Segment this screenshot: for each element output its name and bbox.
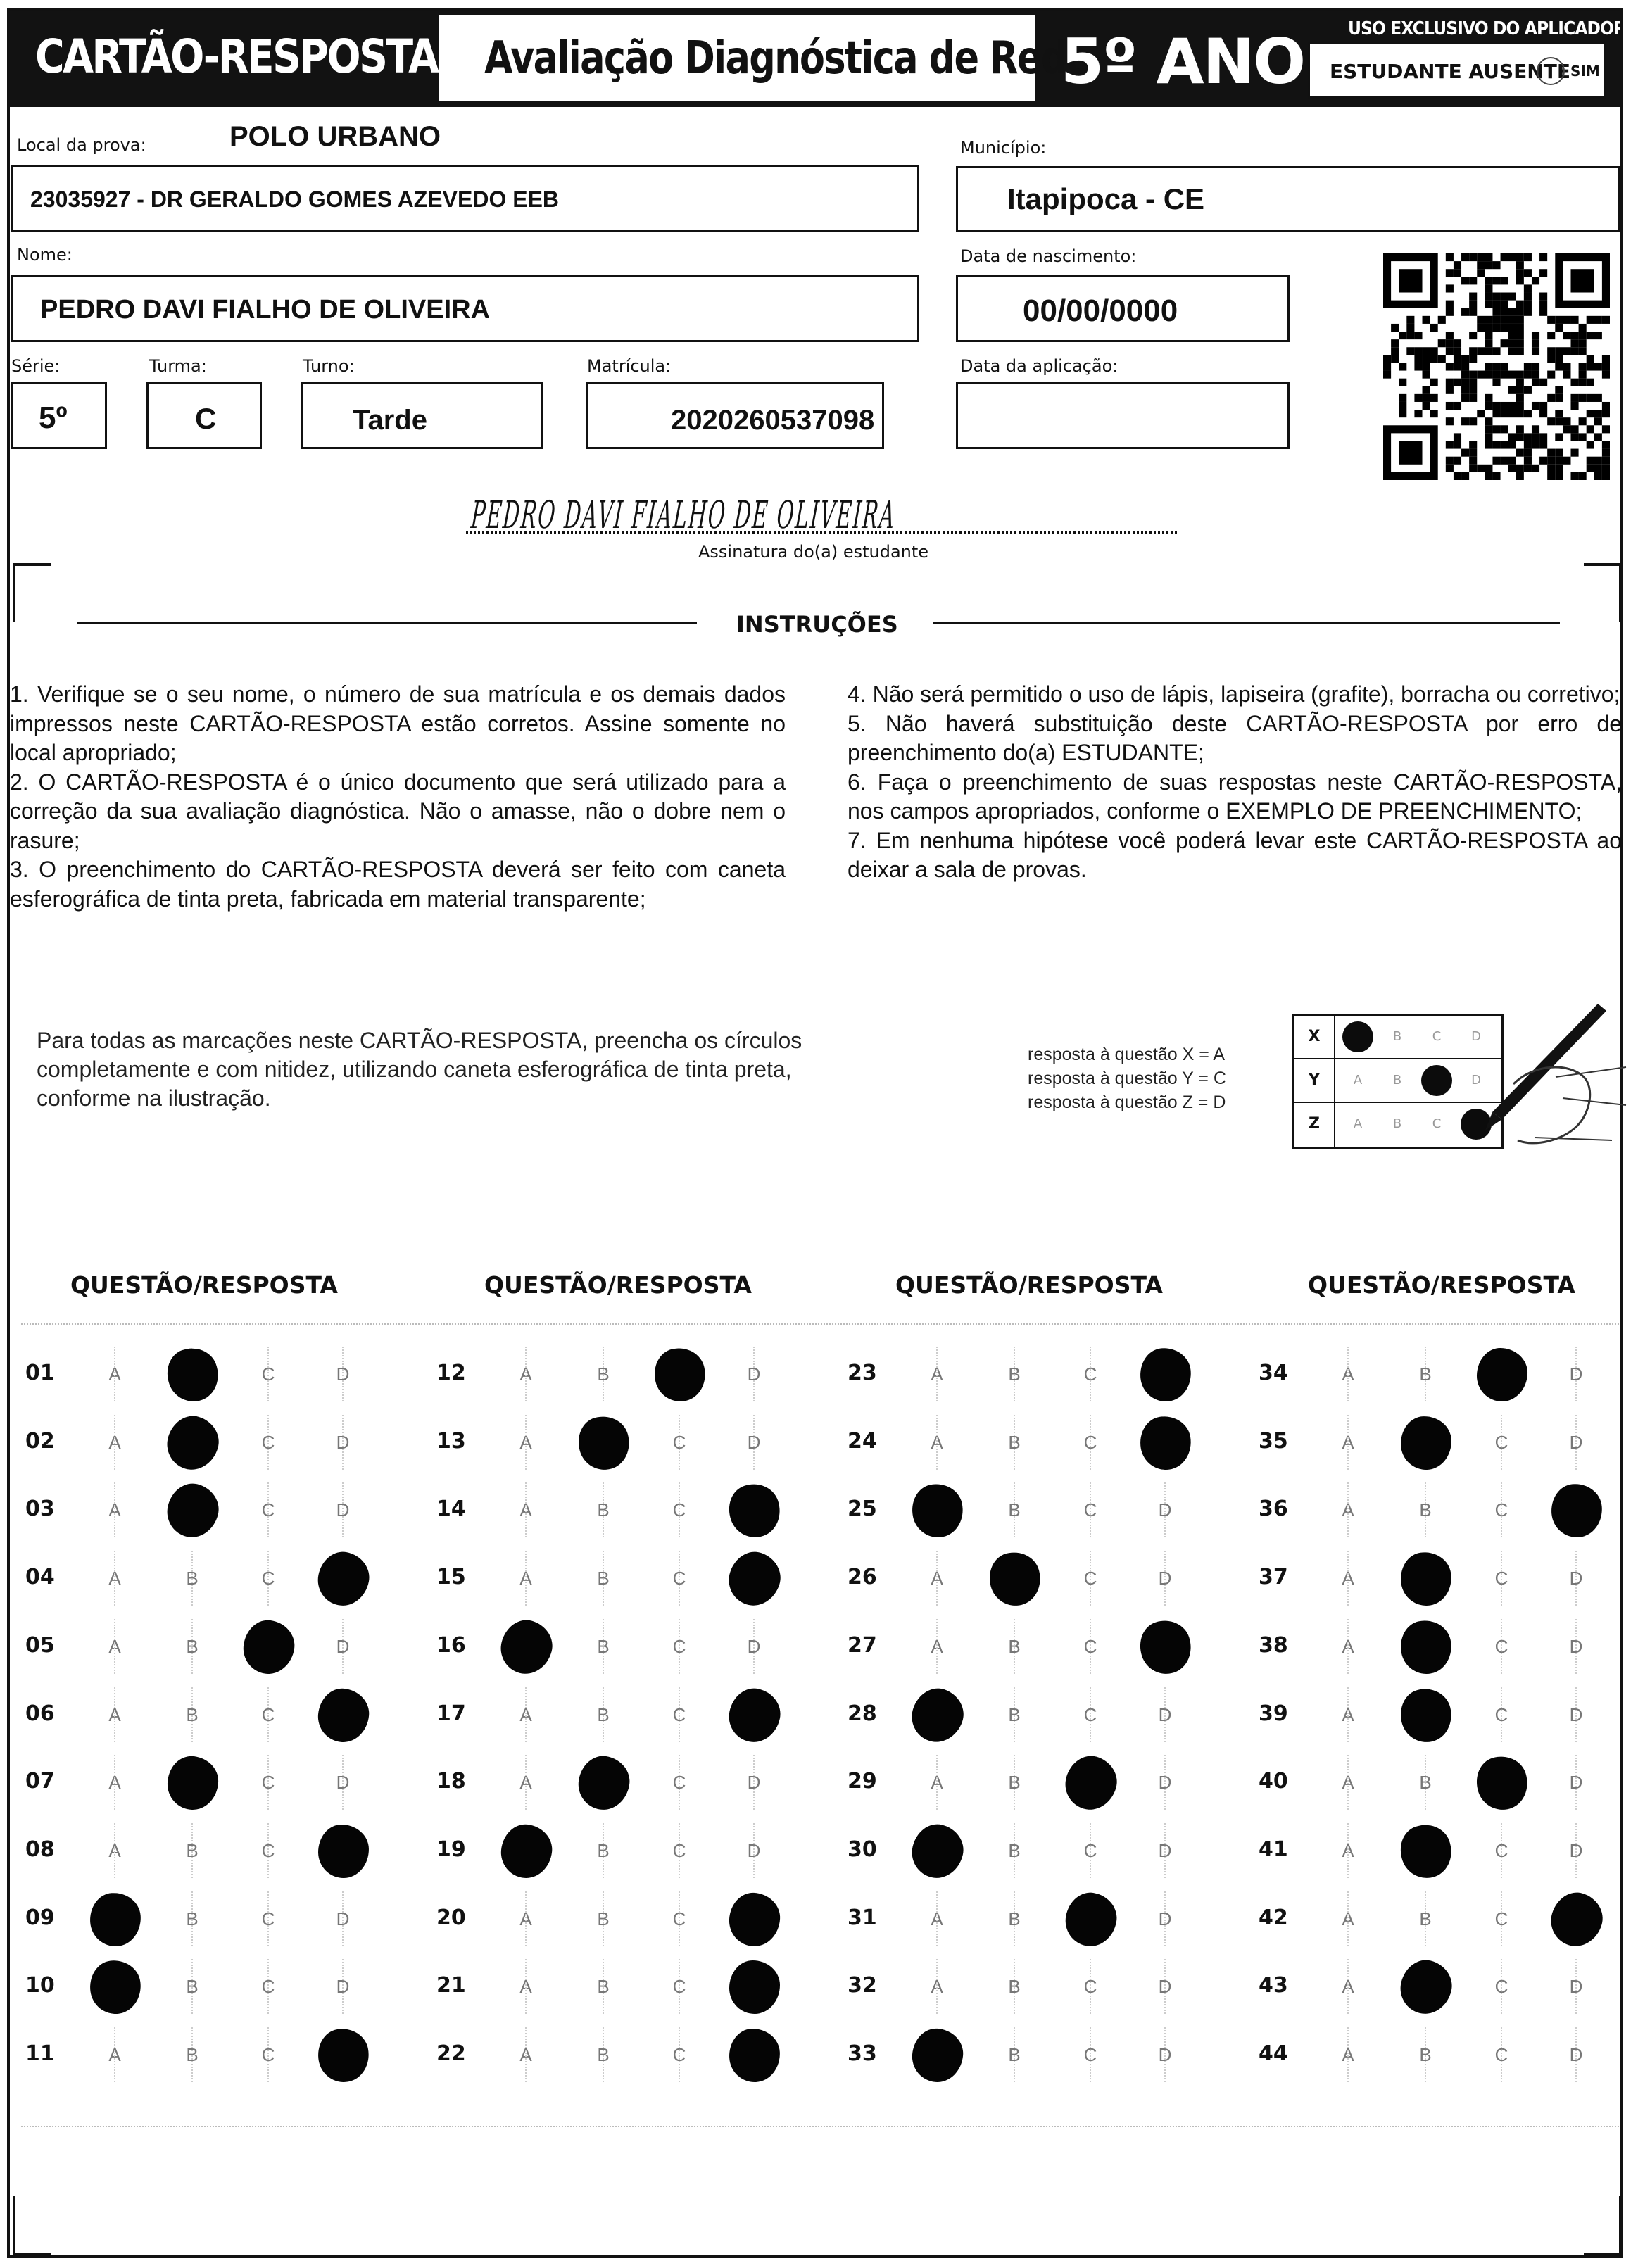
question-number: 37 xyxy=(1259,1565,1288,1590)
answer-bubble[interactable]: A xyxy=(918,1559,956,1597)
local-label: Local da prova: xyxy=(17,135,146,155)
answer-bubble[interactable]: A xyxy=(1329,1491,1367,1529)
answer-bubble[interactable]: C xyxy=(660,1696,698,1734)
answer-bubble[interactable]: C xyxy=(249,1559,287,1597)
answer-bubble[interactable]: B xyxy=(584,1900,622,1938)
answer-bubble[interactable]: C xyxy=(660,1627,698,1665)
absent-label: ESTUDANTE AUSENTE xyxy=(1330,60,1570,83)
answer-bubble[interactable]: D xyxy=(1146,1559,1184,1597)
instruction-item: 7. Em nenhuma hipótese você poderá levar este CARTÃO-RESPOSTA ao deixar a sala de provas. xyxy=(848,827,1622,882)
answer-bubble[interactable]: D xyxy=(735,1355,773,1393)
signature-line xyxy=(466,531,1177,534)
answer-bubble[interactable]: A xyxy=(507,1967,545,2005)
answer-bubble[interactable]: A xyxy=(507,1696,545,1734)
answer-bubble[interactable]: C xyxy=(249,1832,287,1870)
answer-bubble[interactable]: C xyxy=(1071,1559,1109,1597)
answers-column-title: QUESTÃO/RESPOSTA xyxy=(70,1271,338,1299)
answer-bubble[interactable]: B xyxy=(173,1559,211,1597)
fill-example-bubble: D xyxy=(1471,1029,1481,1044)
answer-bubble[interactable]: A xyxy=(507,1355,545,1393)
question-number: 39 xyxy=(1259,1701,1288,1726)
answer-bubble[interactable]: B xyxy=(584,1696,622,1734)
answer-bubble[interactable]: C xyxy=(1482,1832,1520,1870)
question-number: 07 xyxy=(25,1769,55,1794)
answer-bubble[interactable]: A xyxy=(507,1763,545,1801)
answer-bubble[interactable]: A xyxy=(1329,1423,1367,1461)
answer-bubble[interactable]: D xyxy=(1557,1559,1595,1597)
question-number: 18 xyxy=(436,1769,466,1794)
fill-example-question: Y xyxy=(1294,1059,1335,1102)
answer-bubble[interactable]: B xyxy=(584,1967,622,2005)
instruction-item: 1. Verifique se o seu nome, o número de sua matrícula e os demais dados impressos neste CARTÃO-RESPOSTA estão corretos. Assine somente no local apropriado; xyxy=(10,681,786,765)
answer-bubble[interactable]: D xyxy=(1146,1763,1184,1801)
answer-bubble[interactable]: D xyxy=(324,1967,362,2005)
answer-bubble[interactable]: C xyxy=(1482,2036,1520,2074)
instructions-rule-left xyxy=(77,622,697,624)
question-number: 01 xyxy=(25,1361,55,1385)
question-number: 26 xyxy=(848,1565,877,1590)
nascimento-label: Data de nascimento: xyxy=(960,246,1137,266)
turno-value: Tarde xyxy=(353,405,427,436)
applicator-label: USO EXCLUSIVO DO APLICADOR xyxy=(1348,18,1626,39)
matricula-field xyxy=(586,382,884,449)
local-value: POLO URBANO xyxy=(229,121,441,152)
fill-instructions-note: Para todas as marcações neste CARTÃO-RESPOSTA, preencha os círculos completamente e com nitidez, utilizando caneta esferográfica de tinta preta, conforme na ilustração. xyxy=(37,1028,802,1111)
corner-mark-top-left xyxy=(13,563,51,622)
question-number: 24 xyxy=(848,1428,877,1454)
answer-bubble[interactable]: D xyxy=(1146,2036,1184,2074)
answer-bubble[interactable]: A xyxy=(1329,1559,1367,1597)
nascimento-field xyxy=(956,275,1290,342)
answer-bubble[interactable]: A xyxy=(96,1696,134,1734)
answer-bubble[interactable]: D xyxy=(324,1491,362,1529)
answer-bubble[interactable]: C xyxy=(249,1696,287,1734)
question-number: 02 xyxy=(25,1428,55,1454)
answer-bubble[interactable]: D xyxy=(324,1355,362,1393)
instruction-item: 6. Faça o preenchimento de suas respostas neste CARTÃO-RESPOSTA, nos campos apropriados, conforme o EXEMPLO DE PREENCHIMENTO; xyxy=(848,769,1622,824)
question-number: 21 xyxy=(436,1973,466,1998)
answer-bubble[interactable]: B xyxy=(995,1355,1033,1393)
example-label-z: resposta à questão Z = D xyxy=(1028,1092,1226,1112)
question-number: 20 xyxy=(436,1905,466,1930)
question-number: 03 xyxy=(25,1497,55,1522)
fill-example-bubble: C xyxy=(1432,1116,1442,1131)
answer-bubble[interactable]: B xyxy=(1406,1355,1444,1393)
fill-example-bubble: A xyxy=(1353,1116,1363,1131)
answer-bubble[interactable]: A xyxy=(1329,2036,1367,2074)
nome-value: PEDRO DAVI FIALHO DE OLIVEIRA xyxy=(40,295,491,325)
answer-bubble[interactable]: C xyxy=(660,1423,698,1461)
question-number: 40 xyxy=(1259,1769,1288,1794)
answer-bubble[interactable]: A xyxy=(96,1559,134,1597)
turma-label: Turma: xyxy=(149,356,207,376)
answer-bubble[interactable]: D xyxy=(735,1423,773,1461)
answer-bubble[interactable]: A xyxy=(1329,1832,1367,1870)
answer-bubble[interactable]: C xyxy=(660,1967,698,2005)
answer-bubble[interactable]: B xyxy=(584,1355,622,1393)
answer-bubble[interactable]: A xyxy=(918,1355,956,1393)
instructions-left xyxy=(10,680,786,914)
question-number: 13 xyxy=(436,1428,466,1454)
answer-bubble[interactable]: D xyxy=(1557,1763,1595,1801)
question-number: 32 xyxy=(848,1973,877,1998)
school-field xyxy=(11,165,919,232)
answer-bubble[interactable]: A xyxy=(918,1763,956,1801)
fill-example-question: X xyxy=(1294,1016,1335,1058)
question-number: 31 xyxy=(848,1905,877,1930)
municipio-field xyxy=(956,166,1620,232)
instructions-right xyxy=(848,680,1622,885)
answer-bubble[interactable]: A xyxy=(1329,1900,1367,1938)
answer-bubble[interactable]: C xyxy=(1482,1967,1520,2005)
answer-bubble[interactable]: C xyxy=(1071,1627,1109,1665)
question-number: 33 xyxy=(848,2041,877,2066)
answer-bubble[interactable]: C xyxy=(1482,1423,1520,1461)
answer-bubble[interactable]: B xyxy=(995,1832,1033,1870)
municipio-label: Município: xyxy=(960,138,1047,158)
instruction-item: 4. Não será permitido o uso de lápis, lapiseira (grafite), borracha ou corretivo; xyxy=(848,681,1620,707)
handwritten-signature: PEDRO DAVI FIALHO DE OLIVEIRA xyxy=(470,493,898,537)
answer-bubble[interactable]: B xyxy=(1406,1900,1444,1938)
answer-bubble[interactable]: B xyxy=(173,2036,211,2074)
answer-bubble[interactable]: C xyxy=(1071,1832,1109,1870)
question-number: 43 xyxy=(1259,1973,1288,1998)
answer-bubble[interactable]: C xyxy=(1482,1696,1520,1734)
answer-bubble[interactable]: C xyxy=(1482,1559,1520,1597)
answer-bubble[interactable]: A xyxy=(96,1763,134,1801)
fill-example-bubble: B xyxy=(1392,1029,1402,1044)
answer-bubble[interactable]: C xyxy=(1071,1696,1109,1734)
fill-example-bubble: D xyxy=(1471,1073,1481,1088)
question-number: 25 xyxy=(848,1497,877,1522)
aplicacao-label: Data da aplicação: xyxy=(960,356,1119,376)
corner-mark-bottom-left xyxy=(13,2196,51,2255)
answer-bubble[interactable]: D xyxy=(735,1763,773,1801)
question-number: 17 xyxy=(436,1701,466,1726)
answer-bubble[interactable]: C xyxy=(249,1967,287,2005)
instructions-rule-right xyxy=(933,622,1560,624)
nascimento-value: 00/00/0000 xyxy=(1023,294,1178,328)
answers-column-title: QUESTÃO/RESPOSTA xyxy=(895,1271,1163,1299)
serie-value: 5º xyxy=(39,401,68,435)
answer-bubble[interactable]: D xyxy=(1146,1832,1184,1870)
answer-bubble[interactable]: C xyxy=(1482,1900,1520,1938)
answer-bubble[interactable]: B xyxy=(173,1627,211,1665)
answer-bubble[interactable]: C xyxy=(660,1763,698,1801)
answers-bottom-divider xyxy=(21,2126,1619,2127)
answer-bubble[interactable]: C xyxy=(1071,2036,1109,2074)
answer-bubble[interactable]: D xyxy=(1146,1967,1184,2005)
answer-bubble[interactable]: C xyxy=(660,2036,698,2074)
answer-bubble[interactable]: B xyxy=(995,1627,1033,1665)
answer-bubble[interactable]: D xyxy=(324,1627,362,1665)
answer-bubble[interactable]: A xyxy=(96,2036,134,2074)
question-number: 22 xyxy=(436,2041,466,2066)
answer-bubble[interactable]: B xyxy=(584,1627,622,1665)
nome-field xyxy=(11,275,919,342)
question-number: 15 xyxy=(436,1565,466,1590)
serie-label: Série: xyxy=(11,356,61,376)
answer-bubble[interactable]: B xyxy=(173,1900,211,1938)
card-title: CARTÃO-RESPOSTA xyxy=(35,30,438,84)
corner-mark-bottom-right xyxy=(1584,2196,1622,2255)
answer-bubble[interactable]: C xyxy=(249,1763,287,1801)
answer-bubble[interactable]: A xyxy=(1329,1627,1367,1665)
answer-bubble[interactable]: A xyxy=(96,1491,134,1529)
answer-bubble[interactable]: A xyxy=(1329,1763,1367,1801)
answer-bubble[interactable]: B xyxy=(1406,2036,1444,2074)
answer-bubble[interactable]: C xyxy=(249,1900,287,1938)
answers-column-title: QUESTÃO/RESPOSTA xyxy=(484,1271,752,1299)
answer-bubble[interactable]: C xyxy=(1071,1355,1109,1393)
answer-bubble[interactable]: D xyxy=(1146,1491,1184,1529)
question-number: 10 xyxy=(25,1973,55,1998)
answer-bubble[interactable]: C xyxy=(1071,1967,1109,2005)
example-label-x: resposta à questão X = A xyxy=(1028,1045,1226,1064)
answer-bubble[interactable]: D xyxy=(324,1763,362,1801)
answer-bubble[interactable]: C xyxy=(249,2036,287,2074)
question-number: 44 xyxy=(1259,2041,1288,2066)
answer-bubble[interactable]: C xyxy=(660,1491,698,1529)
answer-bubble[interactable]: B xyxy=(995,1967,1033,2005)
answer-bubble[interactable]: B xyxy=(173,1967,211,2005)
answer-bubble[interactable]: B xyxy=(584,1832,622,1870)
question-number: 38 xyxy=(1259,1632,1288,1658)
fill-example-bubble-filled xyxy=(1421,1065,1452,1096)
answer-bubble[interactable]: B xyxy=(173,1832,211,1870)
question-number: 08 xyxy=(25,1837,55,1862)
instructions-title: INSTRUÇÕES xyxy=(736,611,898,638)
answer-bubble[interactable]: C xyxy=(660,1559,698,1597)
answer-bubble[interactable]: C xyxy=(249,1491,287,1529)
matricula-value: 2020260537098 xyxy=(671,405,875,436)
question-number: 27 xyxy=(848,1632,877,1658)
turma-field xyxy=(146,382,262,449)
answer-bubble[interactable]: A xyxy=(1329,1967,1367,2005)
instruction-item: 3. O preenchimento do CARTÃO-RESPOSTA deverá ser feito com caneta esferográfica de tinta preta, fabricada em material transparente; xyxy=(10,857,786,912)
question-number: 06 xyxy=(25,1701,55,1726)
turno-field xyxy=(301,382,543,449)
question-number: 23 xyxy=(848,1361,877,1385)
corner-mark-top-right xyxy=(1584,563,1622,622)
question-number: 05 xyxy=(25,1632,55,1658)
school-value: 23035927 - DR GERALDO GOMES AZEVEDO EEB xyxy=(30,187,560,212)
answer-bubble[interactable]: A xyxy=(507,1491,545,1529)
question-number: 28 xyxy=(848,1701,877,1726)
question-number: 30 xyxy=(848,1837,877,1862)
pen-hand-icon xyxy=(1450,1000,1633,1154)
answer-bubble[interactable]: D xyxy=(324,1423,362,1461)
answer-bubble[interactable]: A xyxy=(1329,1355,1367,1393)
fill-example-bubble: C xyxy=(1432,1029,1442,1044)
aplicacao-field xyxy=(956,382,1290,449)
grade-label: 5º ANO xyxy=(1061,25,1305,98)
answer-bubble[interactable]: B xyxy=(173,1696,211,1734)
answer-bubble[interactable]: B xyxy=(995,1423,1033,1461)
answer-bubble[interactable]: C xyxy=(249,1423,287,1461)
nome-label: Nome: xyxy=(17,245,73,265)
instruction-item: 5. Não haverá substituição deste CARTÃO-RESPOSTA por erro de preenchimento do(a) ESTUDANTE; xyxy=(848,710,1622,765)
absent-option: SIM xyxy=(1570,63,1600,80)
answer-bubble[interactable]: D xyxy=(1557,1696,1595,1734)
answer-bubble[interactable]: D xyxy=(1557,1967,1595,2005)
fill-example-question: Z xyxy=(1294,1103,1335,1147)
question-number: 36 xyxy=(1259,1497,1288,1522)
answer-bubble[interactable]: B xyxy=(995,2036,1033,2074)
answer-bubble[interactable]: A xyxy=(96,1355,134,1393)
qr-code xyxy=(1383,253,1610,480)
answer-bubble[interactable]: D xyxy=(1557,1627,1595,1665)
question-number: 29 xyxy=(848,1769,877,1794)
answer-bubble[interactable]: A xyxy=(918,1967,956,2005)
question-number: 19 xyxy=(436,1837,466,1862)
answer-bubble[interactable]: A xyxy=(507,2036,545,2074)
answer-bubble[interactable]: D xyxy=(1146,1696,1184,1734)
answer-bubble[interactable]: B xyxy=(995,1900,1033,1938)
answer-bubble[interactable]: B xyxy=(1406,1491,1444,1529)
question-number: 09 xyxy=(25,1905,55,1930)
answer-bubble[interactable]: C xyxy=(660,1832,698,1870)
serie-field xyxy=(11,382,107,449)
answer-bubble[interactable]: D xyxy=(1557,1355,1595,1393)
answer-bubble[interactable]: A xyxy=(1329,1696,1367,1734)
answer-bubble[interactable]: A xyxy=(507,1423,545,1461)
answer-bubble[interactable]: A xyxy=(918,1627,956,1665)
question-number: 42 xyxy=(1259,1905,1288,1930)
fill-example-bubble: B xyxy=(1392,1073,1402,1088)
question-number: 11 xyxy=(25,2041,55,2066)
answer-bubble[interactable]: D xyxy=(735,1627,773,1665)
answers-top-divider xyxy=(21,1323,1619,1325)
question-number: 04 xyxy=(25,1565,55,1590)
example-label-y: resposta à questão Y = C xyxy=(1028,1069,1226,1088)
answer-bubble[interactable]: C xyxy=(660,1900,698,1938)
question-number: 16 xyxy=(436,1632,466,1658)
question-number: 14 xyxy=(436,1497,466,1522)
fill-example-bubble: A xyxy=(1353,1073,1363,1088)
answer-bubble[interactable]: C xyxy=(249,1355,287,1393)
question-number: 41 xyxy=(1259,1837,1288,1862)
fill-example-bubble-filled xyxy=(1342,1021,1373,1052)
municipio-value: Itapipoca - CE xyxy=(1007,182,1205,215)
answer-bubble[interactable]: A xyxy=(96,1627,134,1665)
answer-bubble[interactable]: B xyxy=(584,1559,622,1597)
turno-label: Turno: xyxy=(303,356,355,376)
answer-bubble[interactable]: D xyxy=(1146,1900,1184,1938)
fill-example-bubble: B xyxy=(1392,1116,1402,1131)
question-number: 34 xyxy=(1259,1361,1288,1385)
turma-value: C xyxy=(195,402,217,435)
matricula-label: Matrícula: xyxy=(587,356,672,376)
answer-bubble[interactable]: D xyxy=(324,1900,362,1938)
answer-bubble[interactable]: B xyxy=(584,2036,622,2074)
answer-bubble[interactable]: C xyxy=(1071,1491,1109,1529)
answer-bubble[interactable]: D xyxy=(1557,1423,1595,1461)
answer-bubble[interactable]: D xyxy=(1557,1832,1595,1870)
answer-bubble[interactable]: D xyxy=(1557,2036,1595,2074)
instruction-item: 2. O CARTÃO-RESPOSTA é o único documento que será utilizado para a correção da sua avaliação diagnóstica. Não o amasse, não o dobre nem o rasure; xyxy=(10,769,786,853)
answer-bubble[interactable]: A xyxy=(507,1559,545,1597)
answer-bubble[interactable]: C xyxy=(1071,1423,1109,1461)
answers-column-title: QUESTÃO/RESPOSTA xyxy=(1308,1271,1575,1299)
answer-bubble[interactable]: D xyxy=(735,1832,773,1870)
answer-bubble[interactable]: B xyxy=(995,1491,1033,1529)
evaluation-title: Avaliação Diagnóstica de Rede xyxy=(484,32,1090,84)
answer-bubble[interactable]: B xyxy=(1406,1763,1444,1801)
answer-bubble[interactable]: A xyxy=(918,1900,956,1938)
answer-bubble[interactable]: C xyxy=(1482,1491,1520,1529)
answer-bubble[interactable]: A xyxy=(918,1423,956,1461)
question-number: 35 xyxy=(1259,1428,1288,1454)
answer-bubble[interactable]: B xyxy=(584,1491,622,1529)
answer-bubble[interactable]: A xyxy=(507,1900,545,1938)
answer-bubble[interactable]: B xyxy=(995,1696,1033,1734)
answer-bubble[interactable]: C xyxy=(1482,1627,1520,1665)
answer-bubble[interactable]: A xyxy=(96,1832,134,1870)
answer-bubble[interactable]: A xyxy=(96,1423,134,1461)
signature-label: Assinatura do(a) estudante xyxy=(698,542,929,562)
question-number: 12 xyxy=(436,1361,466,1385)
answer-bubble[interactable]: B xyxy=(995,1763,1033,1801)
